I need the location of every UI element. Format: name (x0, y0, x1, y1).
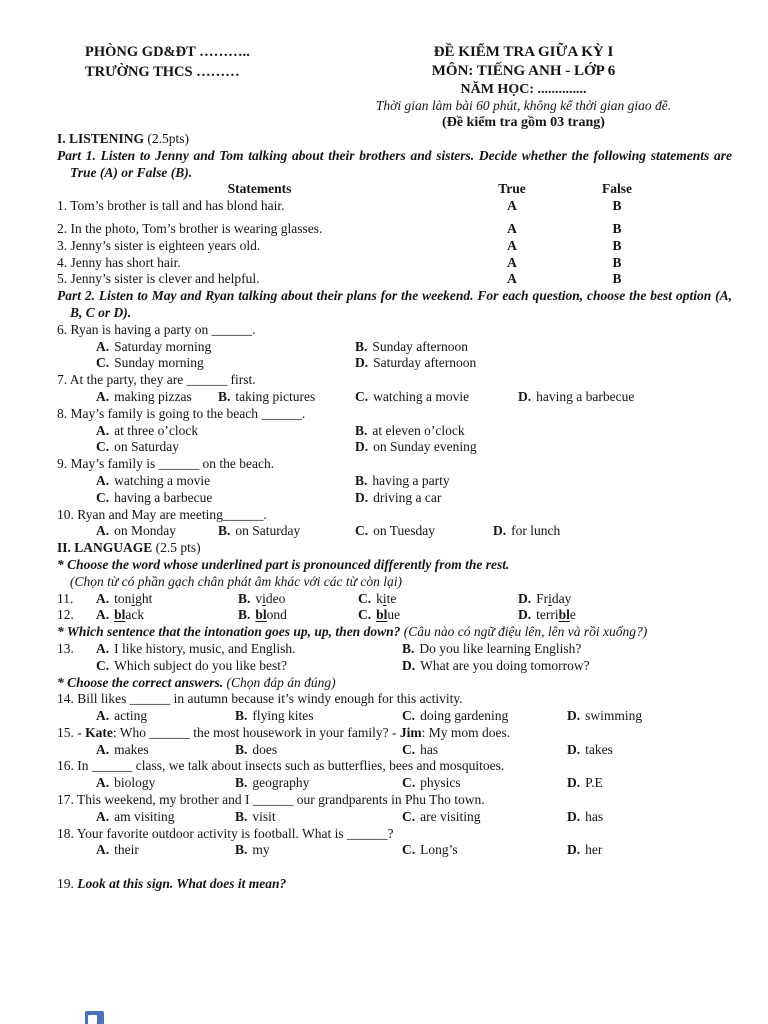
option-label: B. (235, 842, 248, 858)
option-label: B. (238, 590, 251, 606)
section-1-heading (57, 131, 732, 148)
option-d: D. terrible (518, 607, 576, 623)
option-label: C. (402, 775, 416, 791)
option-text: P.E (585, 775, 603, 791)
question-16-options (57, 775, 732, 792)
question-7-stem: 7. At the party, they are ______ first. (57, 372, 256, 388)
option-d: D. Friday (518, 590, 572, 606)
true-option: A (507, 220, 517, 236)
option-a (96, 708, 235, 725)
pronunciation-instructions-vi: (Chọn từ có phần gạch chân phát âm khác với các từ còn lại) (70, 573, 402, 589)
option-a (96, 339, 355, 356)
option-text: Saturday afternoon (373, 355, 477, 371)
option-b (235, 742, 402, 759)
school-line: TRƯỜNG THCS ……… (85, 64, 240, 80)
option-text: biology (114, 775, 156, 791)
true-option: A (507, 198, 517, 214)
option-b (355, 423, 732, 440)
option-a (96, 809, 235, 826)
question-13-row-1 (57, 641, 732, 658)
option-text: for lunch (511, 523, 561, 539)
option-label: A. (96, 808, 110, 824)
option-c (402, 708, 567, 725)
speaker-name: Kate (85, 724, 113, 740)
option-a (96, 389, 218, 406)
option-d (355, 439, 732, 456)
question-6-options-row-1 (57, 339, 732, 356)
question-10-options (57, 523, 732, 540)
option-d (567, 775, 732, 792)
question-number: 11. (57, 590, 74, 606)
underlined-part: bl (558, 607, 570, 623)
option-a (96, 423, 355, 440)
option-text: acting (114, 708, 148, 724)
pronunciation-instructions: * Choose the word whose underlined part is pronounced differently from the rest. (57, 556, 510, 572)
section-2-points: (2.5 pts) (152, 540, 201, 556)
option-c (96, 355, 355, 372)
part-2-instructions: Part 2. Listen to May and Ryan talking about their plans for the weekend. For each question, choose the best option (A, B, C or D). (57, 288, 732, 320)
option-label: D. (567, 775, 581, 791)
table-row (57, 238, 672, 255)
option-label: C. (96, 439, 110, 455)
option-label: C. (96, 489, 110, 505)
pages-note: (Đề kiểm tra gồm 03 trang) (442, 115, 605, 130)
option-label: A. (96, 472, 110, 488)
option-label: D. (567, 808, 581, 824)
underlined-part: i (262, 590, 266, 606)
option-text: What are you doing tomorrow? (420, 657, 590, 673)
option-label: B. (218, 388, 231, 404)
time-note: Thời gian làm bài 60 phút, không kể thời gian giao đề. (375, 98, 672, 113)
false-option: B (612, 237, 622, 253)
correct-answers-instructions-en: * Choose the correct answers. (57, 674, 224, 690)
table-row (57, 271, 672, 288)
option-label: D. (518, 590, 532, 606)
option-b (218, 523, 355, 540)
option-a (96, 842, 235, 859)
department-line: PHÒNG GD&ĐT ……….. (85, 44, 250, 60)
section-1-points: (2.5pts) (144, 131, 190, 146)
option-a: A. tonight (96, 590, 153, 606)
option-text: doing gardening (420, 708, 509, 724)
option-label: B. (355, 338, 368, 354)
option-text: are visiting (420, 808, 481, 824)
question-15-stem: 15. - Kate: Who ______ the most housework in your family? - Jim: My mom does. (57, 724, 511, 740)
question-9-stem: 9. May’s family is ______ on the beach. (57, 456, 275, 472)
option-label: C. (358, 590, 372, 606)
option-text: on Monday (114, 523, 176, 539)
option-text: on Saturday (114, 439, 179, 455)
option-label: D. (518, 388, 532, 404)
option-text: on Saturday (235, 523, 301, 539)
option-text: having a barbecue (536, 388, 635, 404)
option-text: has (420, 741, 439, 757)
option-a: A. black (96, 607, 145, 623)
option-text: Sunday afternoon (372, 338, 468, 354)
underlined-part: bl (114, 607, 126, 623)
option-label: C. (355, 523, 369, 539)
false-option: B (612, 271, 622, 287)
option-d (518, 389, 732, 406)
true-option: A (507, 271, 517, 287)
underlined-part: bl (255, 607, 267, 623)
option-b (402, 641, 732, 658)
question-10-stem: 10. Ryan and May are meeting______. (57, 506, 267, 522)
option-text: Saturday morning (114, 338, 212, 354)
question-number: 19. (57, 876, 78, 892)
question-19-stem (57, 876, 732, 893)
option-b (235, 708, 402, 725)
option-text: on Tuesday (373, 523, 436, 539)
false-option: B (612, 220, 622, 236)
intonation-instructions-en: * Which sentence that the intonation goes up, up, then down? (57, 624, 401, 640)
exam-title: ĐỀ KIỂM TRA GIỮA KỲ I (433, 44, 614, 60)
option-label: A. (96, 775, 110, 791)
option-label: C. (96, 657, 110, 673)
underlined-part: i (548, 590, 552, 606)
option-text: flying kites (252, 708, 314, 724)
question-14-stem: 14. Bill likes ______ in autumn because it’s windy enough for this activity. (57, 691, 463, 707)
option-text: my (252, 842, 270, 858)
statement: 5. Jenny’s sister is clever and helpful. (57, 271, 260, 287)
question-6-stem: 6. Ryan is having a party on ______. (57, 321, 256, 337)
question-17-options (57, 809, 732, 826)
option-c: C. blue (358, 607, 401, 623)
option-text: watching a movie (114, 472, 211, 488)
option-b: B. video (238, 590, 286, 606)
option-label: C. (402, 741, 416, 757)
section-2-heading (57, 540, 732, 557)
question-18-stem: 18. Your favorite outdoor activity is football. What is ______? (57, 825, 394, 841)
school-year: NĂM HỌC: .............. (460, 82, 587, 97)
option-label: C. (355, 388, 369, 404)
option-label: B. (355, 422, 368, 438)
option-text: driving a car (373, 489, 442, 505)
option-b (355, 473, 732, 490)
option-text: having a barbecue (114, 489, 213, 505)
question-16-stem: 16. In ______ class, we talk about insects such as butterflies, bees and mosquitoes. (57, 758, 505, 774)
question-13-row-2 (57, 658, 732, 675)
option-d (493, 523, 732, 540)
option-text: making pizzas (114, 388, 192, 404)
option-text: at eleven o’clock (372, 422, 465, 438)
underlined-part: bl (376, 607, 388, 623)
option-c (402, 809, 567, 826)
option-b (235, 775, 402, 792)
col-statements: Statements (227, 181, 292, 197)
option-text: Long’s (420, 842, 458, 858)
option-a (96, 742, 235, 759)
option-b (235, 809, 402, 826)
option-text: Do you like learning English? (419, 640, 582, 656)
question-18-options (57, 842, 732, 859)
option-label: D. (518, 607, 532, 623)
exam-title-block (315, 42, 732, 131)
option-label: B. (235, 808, 248, 824)
option-text: taking pictures (235, 388, 316, 404)
option-label: C. (402, 808, 416, 824)
question-text: Look at this sign. What does it mean? (77, 876, 287, 892)
option-text: at three o’clock (114, 422, 199, 438)
question-15-options (57, 742, 732, 759)
tf-table-header (57, 181, 672, 198)
question-9-options-row-2 (57, 490, 732, 507)
option-label: D. (355, 439, 369, 455)
question-6-options-row-2 (57, 355, 732, 372)
option-b: B. blond (238, 607, 287, 623)
table-row (57, 221, 672, 238)
option-text: am visiting (114, 808, 175, 824)
option-a (96, 775, 235, 792)
option-label: A. (96, 640, 110, 656)
question-number: 13. (57, 640, 74, 656)
statement: 1. Tom’s brother is tall and has blond hair. (57, 198, 285, 214)
option-c (355, 523, 493, 540)
question-14-options (57, 708, 732, 725)
option-text: Sunday morning (114, 355, 204, 371)
option-text: Which subject do you like best? (114, 657, 287, 673)
option-label: C. (96, 355, 110, 371)
option-label: A. (96, 523, 110, 539)
option-text: on Sunday evening (373, 439, 477, 455)
false-option: B (612, 198, 622, 214)
option-label: C. (402, 708, 416, 724)
option-text: has (585, 808, 604, 824)
option-d (567, 708, 732, 725)
intonation-instructions-vi: (Câu nào có ngữ điệu lên, lên và rồi xuống?) (400, 624, 648, 640)
option-label: A. (96, 741, 110, 757)
exam-header (57, 42, 732, 131)
correct-answers-instructions-vi: (Chọn đáp án đúng) (223, 674, 336, 690)
sign-image-fragment (85, 1011, 104, 1024)
option-c (402, 842, 567, 859)
option-d (567, 842, 732, 859)
option-label: B. (235, 708, 248, 724)
option-b (355, 339, 732, 356)
option-a (96, 523, 218, 540)
intonation-instructions (57, 624, 732, 641)
col-true: True (498, 181, 526, 197)
question-11 (57, 591, 732, 608)
question-8-options-row-2 (57, 439, 732, 456)
issuing-authority (57, 42, 315, 131)
true-option: A (507, 254, 517, 270)
question-12 (57, 607, 732, 624)
option-text: geography (252, 775, 310, 791)
option-label: D. (567, 708, 581, 724)
option-label: B. (218, 523, 231, 539)
statement: 4. Jenny has short hair. (57, 254, 181, 270)
option-label: C. (358, 607, 372, 623)
table-row (57, 198, 672, 215)
option-label: D. (402, 657, 416, 673)
option-b (235, 842, 402, 859)
option-label: B. (235, 775, 248, 791)
question-8-options-row-1 (57, 423, 732, 440)
statement: 2. In the photo, Tom’s brother is wearing glasses. (57, 220, 323, 236)
option-label: D. (355, 355, 369, 371)
option-text: makes (114, 741, 149, 757)
col-false: False (602, 181, 632, 197)
part-1-instructions: Part 1. Listen to Jenny and Tom talking about their brothers and sisters. Decide whether the following statements are True (A) or False (B). (57, 147, 732, 180)
option-d (355, 355, 732, 372)
statement: 3. Jenny’s sister is eighteen years old. (57, 237, 261, 253)
option-c (355, 389, 518, 406)
option-label: B. (235, 741, 248, 757)
option-label: D. (567, 741, 581, 757)
question-9-options-row-1 (57, 473, 732, 490)
question-8-stem: 8. May’s family is going to the beach ______. (57, 405, 306, 421)
option-label: D. (355, 489, 369, 505)
option-label: A. (96, 607, 110, 623)
option-d (567, 742, 732, 759)
exam-subject: MÔN: TIẾNG ANH - LỚP 6 (431, 63, 616, 79)
speaker-name: Jim (399, 724, 422, 740)
option-a (96, 473, 355, 490)
option-label: B. (355, 472, 368, 488)
option-c (96, 439, 355, 456)
option-label: A. (96, 590, 110, 606)
option-label: C. (402, 842, 416, 858)
option-text: visit (252, 808, 276, 824)
option-label: D. (493, 523, 507, 539)
option-text: I like history, music, and English. (114, 640, 296, 656)
option-text: her (585, 842, 603, 858)
section-1-title: I. LISTENING (57, 131, 145, 146)
option-text: physics (420, 775, 461, 791)
option-label: D. (567, 842, 581, 858)
option-a (96, 641, 402, 658)
option-d (355, 490, 732, 507)
table-row (57, 255, 672, 272)
underlined-part: i (382, 590, 387, 606)
option-label: A. (96, 708, 110, 724)
option-text: takes (585, 741, 613, 757)
underlined-part: i (131, 590, 136, 606)
question-17-stem: 17. This weekend, my brother and I ______ our grandparents in Phu Tho town. (57, 792, 485, 808)
option-c: C. kite (358, 590, 397, 606)
option-text: swimming (585, 708, 643, 724)
option-c (402, 775, 567, 792)
option-c (402, 742, 567, 759)
option-label: A. (96, 338, 110, 354)
correct-answers-instructions (57, 675, 732, 692)
false-option: B (612, 254, 622, 270)
question-7-options (57, 389, 732, 406)
option-text: does (252, 741, 278, 757)
question-number: 12. (57, 607, 74, 623)
option-label: B. (238, 607, 251, 623)
option-d (402, 658, 732, 675)
true-option: A (507, 237, 517, 253)
option-text: watching a movie (373, 388, 470, 404)
option-text: having a party (372, 472, 450, 488)
option-label: B. (402, 640, 415, 656)
option-d (567, 809, 732, 826)
option-label: A. (96, 388, 110, 404)
option-label: A. (96, 842, 110, 858)
section-2-title: II. LANGUAGE (57, 540, 153, 556)
option-c (96, 490, 355, 507)
option-c (96, 658, 402, 675)
option-text: their (114, 842, 139, 858)
option-b (218, 389, 355, 406)
option-label: A. (96, 422, 110, 438)
